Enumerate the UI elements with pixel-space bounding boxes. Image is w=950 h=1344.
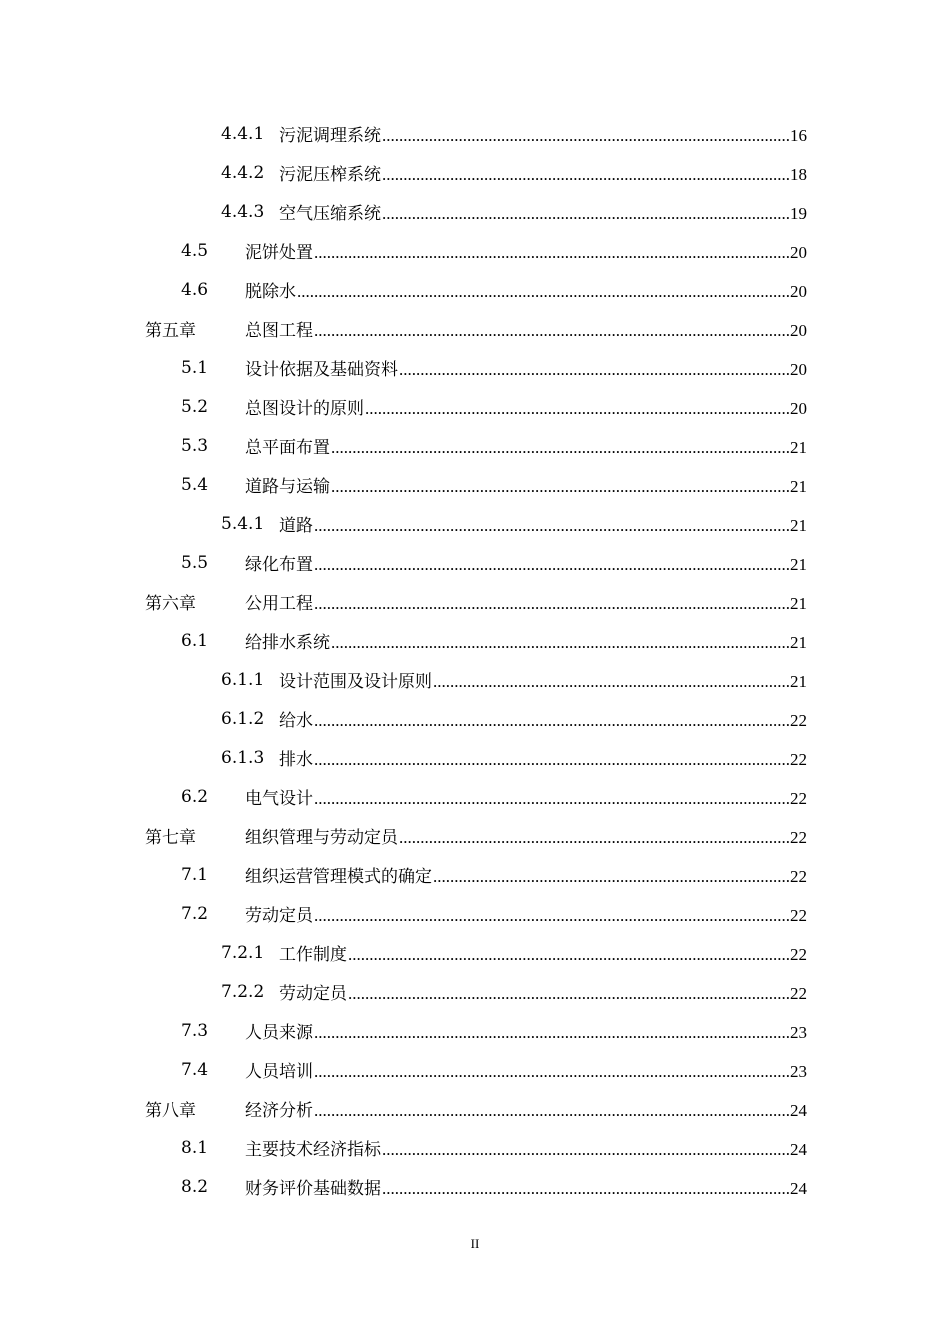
- toc-entry-number: 5.4.1: [221, 513, 265, 534]
- toc-entry-page: 22: [790, 828, 807, 847]
- toc-entry-number: 5.4: [181, 474, 209, 495]
- dot-leader: [331, 477, 789, 497]
- toc-entry-title: 总图工程: [245, 321, 313, 341]
- dot-leader: [331, 438, 789, 458]
- toc-entry-page: 21: [790, 477, 807, 496]
- toc-entry-page: 22: [790, 789, 807, 808]
- toc-entry-number: 6.2: [181, 786, 209, 807]
- toc-entry[interactable]: [0, 231, 950, 270]
- toc-entry[interactable]: [0, 114, 950, 153]
- toc-entry[interactable]: [0, 621, 950, 660]
- dot-leader: [382, 1179, 789, 1199]
- toc-entry-number: 5.2: [181, 396, 209, 417]
- toc-entry-body: [279, 160, 807, 185]
- dot-leader: [382, 204, 789, 224]
- toc-entry-title: 空气压缩系统: [279, 204, 381, 224]
- toc-entry-title: 人员培训: [245, 1062, 313, 1082]
- toc-entry-body: [245, 1174, 807, 1199]
- toc-entry-title: 组织管理与劳动定员: [245, 828, 398, 848]
- toc-entry-page: 20: [790, 360, 807, 379]
- toc-entry-number: 7.2.2: [221, 981, 265, 1002]
- toc-entry-page: 20: [790, 282, 807, 301]
- dot-leader: [297, 282, 789, 302]
- toc-entry-page: 20: [790, 399, 807, 418]
- table-of-contents: [0, 114, 950, 1206]
- toc-entry[interactable]: [0, 348, 950, 387]
- dot-leader: [314, 1101, 789, 1121]
- toc-entry-page: 21: [790, 633, 807, 652]
- toc-entry-page: 20: [790, 321, 807, 340]
- toc-entry[interactable]: [0, 309, 950, 348]
- page-number: II: [470, 1236, 480, 1251]
- dot-leader: [314, 243, 789, 263]
- toc-entry-body: [279, 745, 807, 770]
- toc-entry-body: [245, 550, 807, 575]
- toc-entry-title: 电气设计: [245, 789, 313, 809]
- dot-leader: [314, 555, 789, 575]
- toc-entry-page: 24: [790, 1179, 807, 1198]
- toc-entry-body: [245, 472, 807, 497]
- toc-entry[interactable]: [0, 504, 950, 543]
- dot-leader: [314, 906, 789, 926]
- toc-entry-number: 第七章: [145, 828, 196, 848]
- toc-entry-title: 劳动定员: [245, 906, 313, 926]
- toc-entry-body: [279, 121, 807, 146]
- toc-entry[interactable]: [0, 816, 950, 855]
- toc-entry-number: 8.1: [181, 1137, 209, 1158]
- toc-entry-page: 21: [790, 672, 807, 691]
- toc-entry-page: 23: [790, 1023, 807, 1042]
- toc-entry-title: 主要技术经济指标: [245, 1140, 381, 1160]
- dot-leader: [314, 516, 789, 536]
- toc-entry-title: 污泥压榨系统: [279, 165, 381, 185]
- toc-entry-page: 23: [790, 1062, 807, 1081]
- dot-leader: [433, 672, 789, 692]
- toc-entry-number: 4.5: [181, 240, 209, 261]
- toc-entry-number: 5.3: [181, 435, 209, 456]
- dot-leader: [365, 399, 789, 419]
- toc-entry-number: 6.1.1: [221, 669, 265, 690]
- toc-entry-number: 7.3: [181, 1020, 209, 1041]
- dot-leader: [382, 165, 789, 185]
- toc-entry-number: 第八章: [145, 1101, 196, 1121]
- toc-entry-page: 24: [790, 1101, 807, 1120]
- toc-entry[interactable]: [0, 933, 950, 972]
- dot-leader: [399, 828, 789, 848]
- toc-entry-page: 22: [790, 984, 807, 1003]
- toc-entry-number: 8.2: [181, 1176, 209, 1197]
- toc-entry[interactable]: [0, 582, 950, 621]
- toc-entry-body: [245, 433, 807, 458]
- toc-entry-page: 24: [790, 1140, 807, 1159]
- toc-entry-title: 公用工程: [245, 594, 313, 614]
- toc-entry[interactable]: [0, 972, 950, 1011]
- toc-entry-title: 总图设计的原则: [245, 399, 364, 419]
- toc-entry-number: 7.4: [181, 1059, 209, 1080]
- toc-entry[interactable]: [0, 1089, 950, 1128]
- dot-leader: [399, 360, 789, 380]
- toc-entry[interactable]: [0, 1050, 950, 1089]
- toc-entry-page: 21: [790, 594, 807, 613]
- toc-entry-number: 4.6: [181, 279, 209, 300]
- dot-leader: [382, 126, 789, 146]
- toc-entry-title: 给排水系统: [245, 633, 330, 653]
- dot-leader: [314, 1023, 789, 1043]
- toc-entry-title: 劳动定员: [279, 984, 347, 1004]
- dot-leader: [348, 945, 789, 965]
- toc-entry-page: 21: [790, 555, 807, 574]
- toc-entry-page: 19: [790, 204, 807, 223]
- toc-entry-number: 第五章: [145, 321, 196, 341]
- dot-leader: [433, 867, 789, 887]
- toc-entry-page: 21: [790, 438, 807, 457]
- toc-entry-title: 排水: [279, 750, 313, 770]
- toc-entry-body: [245, 1018, 807, 1043]
- toc-entry-title: 财务评价基础数据: [245, 1179, 381, 1199]
- toc-entry-title: 污泥调理系统: [279, 126, 381, 146]
- toc-entry[interactable]: [0, 1167, 950, 1206]
- toc-entry-page: 20: [790, 243, 807, 262]
- toc-entry-body: [279, 511, 807, 536]
- toc-entry-title: 绿化布置: [245, 555, 313, 575]
- toc-entry-page: 22: [790, 906, 807, 925]
- toc-entry-number: 7.2: [181, 903, 209, 924]
- toc-entry-number: 6.1: [181, 630, 209, 651]
- toc-entry-body: [245, 784, 807, 809]
- toc-entry-body: [245, 355, 807, 380]
- toc-entry-body: [245, 1096, 807, 1121]
- toc-entry-title: 工作制度: [279, 945, 347, 965]
- toc-entry-page: 18: [790, 165, 807, 184]
- toc-entry-title: 人员来源: [245, 1023, 313, 1043]
- toc-entry[interactable]: [0, 855, 950, 894]
- toc-entry-title: 给水: [279, 711, 313, 731]
- dot-leader: [331, 633, 789, 653]
- toc-entry[interactable]: [0, 543, 950, 582]
- toc-entry-number: 7.2.1: [221, 942, 265, 963]
- toc-entry[interactable]: [0, 1128, 950, 1167]
- toc-entry-page: 16: [790, 126, 807, 145]
- toc-entry-title: 总平面布置: [245, 438, 330, 458]
- toc-entry-body: [279, 940, 807, 965]
- toc-entry-number: 4.4.3: [221, 201, 265, 222]
- dot-leader: [314, 321, 789, 341]
- toc-entry-title: 设计范围及设计原则: [279, 672, 432, 692]
- toc-entry-page: 22: [790, 711, 807, 730]
- toc-entry-number: 第六章: [145, 594, 196, 614]
- dot-leader: [314, 789, 789, 809]
- toc-entry-number: 5.5: [181, 552, 209, 573]
- toc-entry-page: 22: [790, 750, 807, 769]
- toc-entry-body: [245, 589, 807, 614]
- dot-leader: [314, 711, 789, 731]
- toc-entry[interactable]: [0, 1011, 950, 1050]
- toc-entry-body: [279, 667, 807, 692]
- dot-leader: [314, 750, 789, 770]
- toc-entry-body: [245, 862, 807, 887]
- toc-entry-title: 道路: [279, 516, 313, 536]
- toc-entry-page: 22: [790, 867, 807, 886]
- toc-entry-body: [279, 706, 807, 731]
- toc-entry-body: [245, 1057, 807, 1082]
- toc-entry[interactable]: [0, 270, 950, 309]
- toc-entry-number: 6.1.2: [221, 708, 265, 729]
- dot-leader: [314, 594, 789, 614]
- toc-entry-body: [279, 979, 807, 1004]
- toc-entry-title: 经济分析: [245, 1101, 313, 1121]
- toc-entry-title: 组织运营管理模式的确定: [245, 867, 432, 887]
- toc-entry-number: 4.4.2: [221, 162, 265, 183]
- dot-leader: [348, 984, 789, 1004]
- toc-entry[interactable]: [0, 465, 950, 504]
- toc-entry[interactable]: [0, 660, 950, 699]
- toc-entry-number: 5.1: [181, 357, 209, 378]
- toc-entry-body: [245, 277, 807, 302]
- toc-entry-body: [245, 238, 807, 263]
- toc-entry-body: [279, 199, 807, 224]
- toc-entry-body: [245, 316, 807, 341]
- toc-entry-title: 设计依据及基础资料: [245, 360, 398, 380]
- dot-leader: [382, 1140, 789, 1160]
- toc-entry-body: [245, 1135, 807, 1160]
- toc-entry[interactable]: [0, 387, 950, 426]
- toc-entry-title: 道路与运输: [245, 477, 330, 497]
- toc-entry-body: [245, 394, 807, 419]
- toc-entry-number: 7.1: [181, 864, 209, 885]
- toc-entry-title: 脱除水: [245, 282, 296, 302]
- toc-entry-number: 4.4.1: [221, 123, 265, 144]
- toc-entry[interactable]: [0, 426, 950, 465]
- toc-entry-body: [245, 901, 807, 926]
- toc-entry-page: 21: [790, 516, 807, 535]
- toc-entry[interactable]: [0, 894, 950, 933]
- toc-entry-body: [245, 823, 807, 848]
- toc-entry-page: 22: [790, 945, 807, 964]
- toc-entry[interactable]: [0, 777, 950, 816]
- toc-entry-body: [245, 628, 807, 653]
- toc-entry-number: 6.1.3: [221, 747, 265, 768]
- toc-entry[interactable]: [0, 153, 950, 192]
- toc-entry[interactable]: [0, 738, 950, 777]
- dot-leader: [314, 1062, 789, 1082]
- toc-entry-title: 泥饼处置: [245, 243, 313, 263]
- toc-entry[interactable]: [0, 699, 950, 738]
- toc-entry[interactable]: [0, 192, 950, 231]
